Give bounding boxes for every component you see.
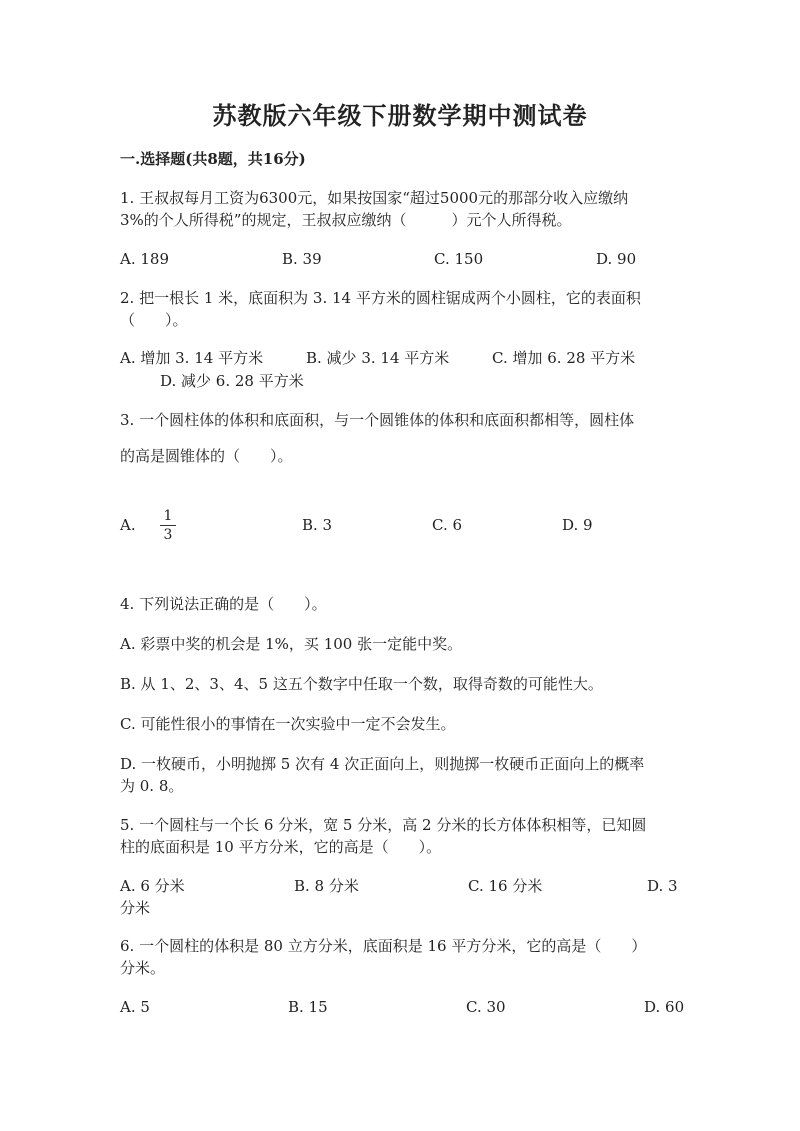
- question-1-option-a: A. 189: [120, 250, 169, 268]
- question-1-option-d: D. 90: [596, 250, 637, 268]
- section-heading: 一.选择题(共8题，共16分): [120, 150, 306, 168]
- question-5-option-d-unit: 分米: [120, 899, 151, 917]
- question-2-option-b: B. 减少 3. 14 平方米: [306, 349, 450, 367]
- question-2-option-c: C. 增加 6. 28 平方米: [492, 349, 636, 367]
- question-6-line-1: 6. 一个圆柱的体积是 80 立方分米，底面积是 16 平方分米，它的高是（ ）: [120, 937, 647, 955]
- question-2-line-2: （ ）。: [120, 311, 188, 329]
- question-3-line-2: 的高是圆锥体的（ ）。: [120, 447, 293, 465]
- question-6-option-b: B. 15: [288, 998, 328, 1016]
- question-3-option-a: A.: [120, 516, 136, 534]
- question-4-option-c: C. 可能性很小的事情在一次实验中一定不会发生。: [120, 715, 456, 733]
- question-3-line-1: 3. 一个圆柱体的体积和底面积，与一个圆锥体的体积和底面积都相等，圆柱体: [120, 411, 635, 429]
- fraction-bar: [160, 525, 176, 526]
- question-5-option-b: B. 8 分米: [294, 877, 359, 895]
- question-3-option-c: C. 6: [432, 516, 463, 534]
- question-2-option-a: A. 增加 3. 14 平方米: [120, 349, 264, 367]
- fraction-denominator: 3: [163, 527, 173, 543]
- question-6-option-a: A. 5: [120, 998, 150, 1016]
- question-6-option-d: D. 60: [644, 998, 685, 1016]
- question-1-option-b: B. 39: [282, 250, 322, 268]
- question-4-option-d-line-2: 为 0. 8。: [120, 777, 184, 795]
- question-5-option-d: D. 3: [647, 877, 678, 895]
- question-1-line-1: 1. 王叔叔每月工资为6300元，如果按国家“超过5000元的那部分收入应缴纳: [120, 189, 629, 207]
- question-2-line-1: 2. 把一根长 1 米，底面积为 3. 14 平方米的圆柱锯成两个小圆柱，它的表面积: [120, 289, 641, 307]
- question-5-option-a: A. 6 分米: [120, 877, 185, 895]
- question-4-option-d-line-1: D. 一枚硬币，小明抛掷 5 次有 4 次正面向上，则抛掷一枚硬币正面向上的概率: [120, 755, 645, 773]
- page-title: 苏教版六年级下册数学期中测试卷: [212, 101, 588, 130]
- fraction-numerator: 1: [163, 508, 173, 524]
- question-5-option-c: C. 16 分米: [468, 877, 543, 895]
- question-3-option-b: B. 3: [302, 516, 333, 534]
- question-5-line-2: 柱的底面积是 10 平方分米，它的高是（ ）。: [120, 838, 442, 856]
- question-4-line-1: 4. 下列说法正确的是（ ）。: [120, 595, 327, 613]
- question-3-option-d: D. 9: [562, 516, 593, 534]
- question-1-line-2: 3%的个人所得税”的规定，王叔叔应缴纳（ ）元个人所得税。: [120, 211, 572, 229]
- question-6-line-2: 分米。: [120, 959, 166, 977]
- question-2-option-d: D. 减少 6. 28 平方米: [160, 372, 304, 390]
- question-1-option-c: C. 150: [434, 250, 484, 268]
- question-5-line-1: 5. 一个圆柱与一个长 6 分米，宽 5 分米，高 2 分米的长方体体积相等，已知圆: [120, 816, 647, 834]
- question-6-option-c: C. 30: [466, 998, 506, 1016]
- fraction-one-third: [158, 508, 178, 543]
- question-4-option-a: A. 彩票中奖的机会是 1%，买 100 张一定能中奖。: [120, 635, 463, 653]
- question-4-option-b: B. 从 1、2、3、4、5 这五个数字中任取一个数，取得奇数的可能性大。: [120, 675, 603, 693]
